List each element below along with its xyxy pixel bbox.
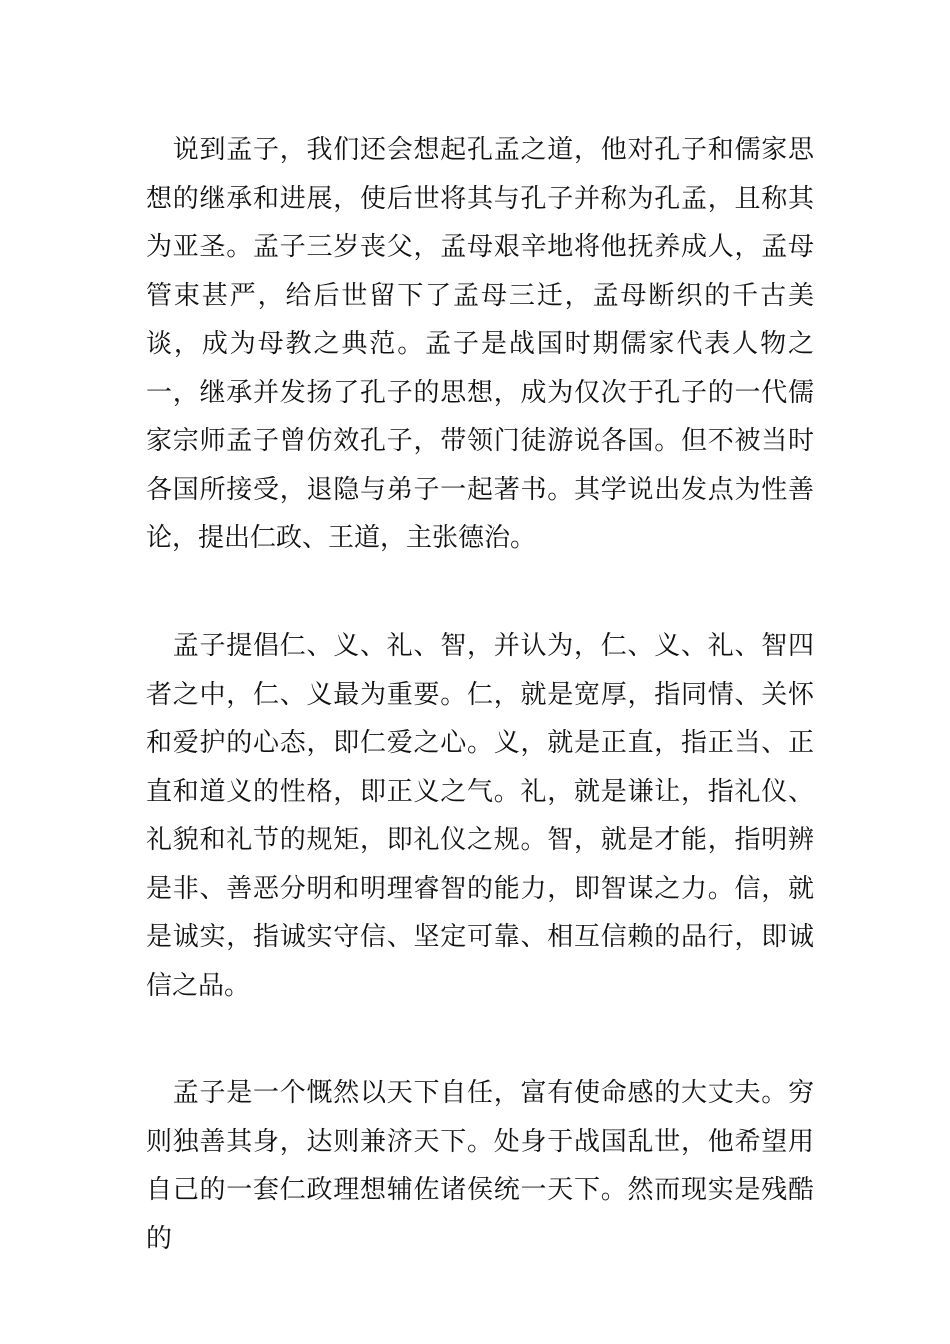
paragraph-mencius-intro: 说到孟子，我们还会想起孔孟之道，他对孔子和儒家思想的继承和进展，使后世将其与孔子并称为孔孟，且称其为亚圣。孟子三岁丧父，孟母艰辛地将他抚养成人，孟母管束甚严，给后世留下了孟母三迁，孟母断织的千古美谈，成为母教之典范。孟子是战国时期儒家代表人物之一，继承并发扬了孔子的思想，成为仅次于孔子的一代儒家宗师孟子曾仿效孔子，带领门徒游说各国。但不被当时各国所接受，退隐与弟子一起著书。其学说出发点为性善论，提出仁政、王道，主张德治。 (146, 135, 814, 553)
paragraph-mission: 孟子是一个慨然以天下自任，富有使命感的大丈夫。穷则独善其身，达则兼济天下。处身于战国乱世，他希望用自己的一套仁政理想辅佐诸侯统一天下。然而现实是残酷的 (146, 1078, 814, 1254)
paragraph-virtues: 孟子提倡仁、义、礼、智，并认为，仁、义、礼、智四者之中，仁、义最为重要。仁，就是宽厚，指同情、关怀和爱护的心态，即仁爱之心。义，就是正直，指正当、正直和道义的性格，即正义之气。礼，就是谦让，指礼仪、礼貌和礼节的规矩，即礼仪之规。智，就是才能，指明辨是非、善恶分明和明理睿智的能力，即智谋之力。信，就是诚实，指诚实守信、坚定可靠、相互信赖的品行，即诚信之品。 (146, 631, 814, 1001)
